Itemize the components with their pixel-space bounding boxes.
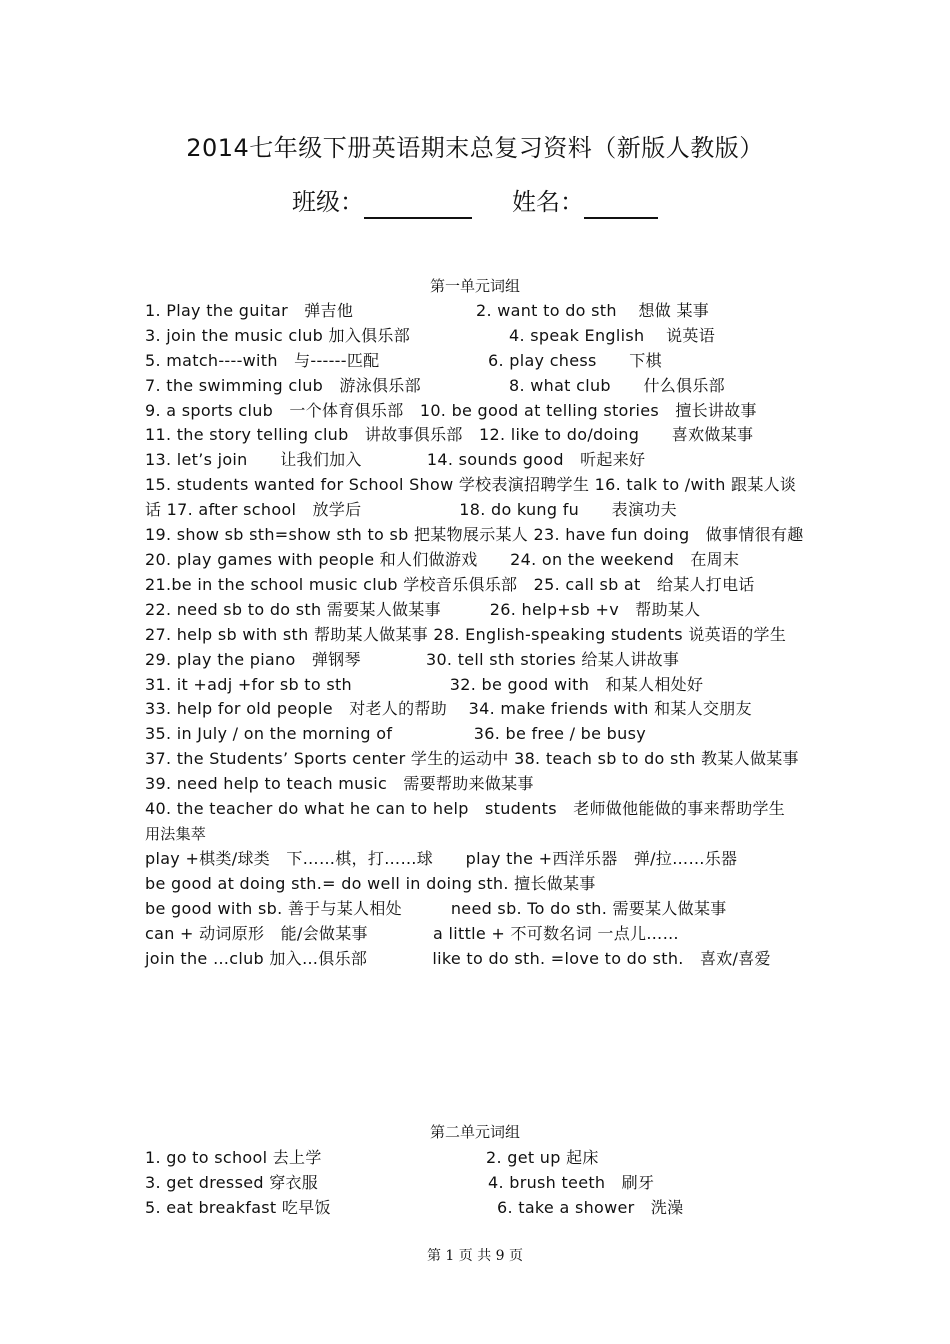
phrase-item: 2. get up 起床	[486, 1148, 599, 1167]
phrase-row	[145, 324, 810, 349]
phrase-row	[145, 349, 810, 374]
phrase-row	[145, 299, 810, 324]
phrase-line: 40. the teacher do what he can to help students 老师做他能做的事来帮助学生	[145, 799, 786, 819]
phrase-line: 39. need help to teach music 需要帮助来做某事	[145, 774, 534, 794]
name-blank[interactable]	[584, 191, 658, 219]
page-footer: 第 1 页 共 9 页	[426, 1248, 524, 1264]
phrase-line: 9. a sports club 一个体育俱乐部 10. be good at telling stories 擅长讲故事	[145, 400, 757, 420]
phrase-item: 6. take a shower 洗澡	[497, 1197, 684, 1217]
phrase-item: 4. brush teeth 刷牙	[488, 1172, 655, 1192]
phrase-item: 4. speak English 说英语	[509, 325, 716, 345]
phrase-item: 1. Play the guitar 弹吉他	[145, 301, 354, 320]
phrase-row	[145, 1146, 810, 1171]
phrase-line: 20. play games with people 和人们做游戏 24. on the weekend 在周末	[145, 550, 740, 569]
phrase-item: 5. match----with 与------匹配	[145, 350, 380, 370]
phrase-line: 11. the story telling club 讲故事俱乐部 12. like to do/doing 喜欢做某事	[145, 425, 754, 445]
unit2-phrases	[145, 1146, 810, 1221]
phrase-row	[145, 1171, 810, 1196]
phrase-line: 13. let’s join 让我们加入 14. sounds good 听起来好	[145, 450, 646, 470]
phrase-row	[145, 374, 810, 399]
class-blank[interactable]	[364, 191, 472, 219]
phrase-item: 7. the swimming club 游泳俱乐部	[145, 375, 421, 395]
phrase-row	[145, 1196, 810, 1221]
phrase-line: 22. need sb to do sth 需要某人做某事 26. help+sb +v 帮助某人	[145, 599, 701, 619]
usage-line: join the …club 加入…俱乐部 like to do sth. =love to do sth. 喜欢/喜爱	[145, 948, 771, 968]
usage-line: be good with sb. 善于与某人相处 need sb. To do sth. 需要某人做某事	[145, 898, 727, 918]
phrase-item: 5. eat breakfast 吃早饭	[145, 1197, 331, 1217]
unit1-heading: 第一单元词组	[429, 277, 520, 295]
phrase-item: 1. go to school 去上学	[145, 1148, 322, 1167]
usage-heading: 用法集萃	[145, 824, 207, 843]
usage-line: be good at doing sth.= do well in doing sth. 擅长做某事	[145, 873, 596, 893]
class-label: 班级：	[292, 188, 364, 216]
class-name-line	[0, 185, 950, 219]
unit1-phrases	[145, 299, 810, 971]
phrase-item: 3. get dressed 穿衣服	[145, 1172, 319, 1192]
phrase-item: 8. what club 什么俱乐部	[509, 375, 725, 395]
unit2-heading: 第二单元词组	[429, 1123, 520, 1141]
phrase-line: 33. help for old people 对老人的帮助 34. make friends with 和某人交朋友	[145, 699, 752, 719]
phrase-item: 3. join the music club 加入俱乐部	[145, 325, 411, 345]
page-title: 2014七年级下册英语期末总复习资料（新版人教版）	[186, 134, 764, 162]
phrase-line: 35. in July / on the morning of 36. be free / be busy	[145, 724, 646, 744]
phrase-item: 6. play chess 下棋	[488, 350, 662, 370]
phrase-item: 2. want to do sth 想做 某事	[476, 301, 710, 320]
usage-line: can + 动词原形 能/会做某事 a little + 不可数名词 一点儿……	[145, 923, 679, 943]
phrase-line: 21.be in the school music club 学校音乐俱乐部 25. call sb at 给某人打电话	[145, 574, 755, 594]
usage-line: play +棋类/球类 下……棋，打……球 play the +西洋乐器 弹/拉……乐器	[145, 848, 738, 868]
phrase-line: 31. it +adj +for sb to sth 32. be good with 和某人相处好	[145, 674, 704, 694]
phrase-line: 15. students wanted for School Show 学校表演招聘学生 16. talk to /with 跟某人谈话 17. after school 放学后 18. do kung fu 表演功夫	[145, 475, 797, 520]
phrase-line: 27. help sb with sth 帮助某人做某事 28. English-speaking students 说英语的学生 29. play the piano 弹钢琴 30. tell sth stories 给某人讲故事	[145, 624, 803, 669]
phrase-line: 37. the Students’ Sports center 学生的运动中 38. teach sb to do sth 教某人做某事	[145, 749, 799, 769]
phrase-line: 19. show sb sth=show sth to sb 把某物展示某人 23. have fun doing 做事情很有趣	[145, 525, 804, 545]
name-label: 姓名：	[512, 188, 584, 216]
